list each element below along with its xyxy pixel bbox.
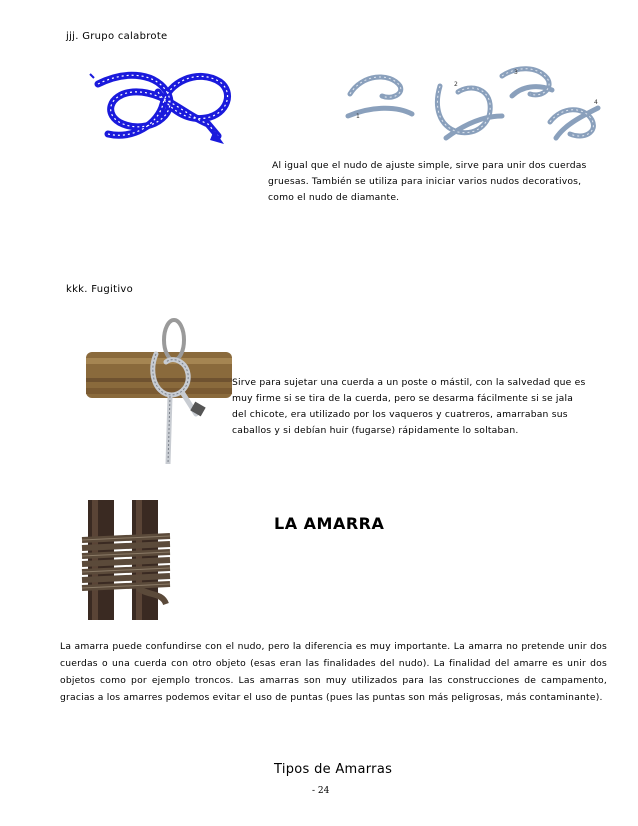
calabrote-description: [268, 158, 608, 206]
diagram-label-3: 3: [514, 69, 518, 76]
calabrote-blue-knot-image: [88, 64, 238, 148]
tipos-de-amarras-heading: Tipos de Amarras: [274, 762, 393, 777]
fugitivo-description: [232, 375, 608, 439]
calabrote-description-line: Al igual que el nudo de ajuste simple, sirve para unir dos cuerdas: [272, 160, 587, 171]
fugitivo-knot-image: [86, 318, 232, 464]
diagram-label-2: 2: [454, 81, 458, 88]
section-heading-calabrote: jjj. Grupo calabrote: [66, 31, 168, 42]
fugitivo-description-line: Sirve para sujetar una cuerda a un poste o mástil, con la salvedad que es: [232, 377, 586, 388]
section-heading-fugitivo: kkk. Fugitivo: [66, 284, 134, 295]
fugitivo-description-line: del chicote, era utilizado por los vaqueros y cuatreros, amarraban sus: [232, 409, 568, 420]
calabrote-steps-diagram: [342, 56, 610, 146]
fugitivo-description-line: muy firme si se tira de la cuerda, pero se desarma fácilmente si se jala: [232, 393, 574, 404]
diagram-label-4: 4: [594, 99, 598, 106]
amarra-lashing-image: [78, 500, 174, 620]
calabrote-description-line: gruesas. También se utiliza para iniciar varios nudos decorativos,: [268, 176, 582, 187]
diagram-label-1: 1: [356, 113, 360, 120]
page-number: - 24: [312, 786, 330, 796]
calabrote-description-line: como el nudo de diamante.: [268, 192, 400, 203]
fugitivo-description-line: caballos y si debían huir (fugarse) rápidamente lo soltaban.: [232, 425, 519, 436]
amarra-title: LA AMARRA: [274, 514, 385, 533]
amarra-paragraph: La amarra puede confundirse con el nudo, pero la diferencia es muy importante. La amarra no pretende unir dos cuerdas o una cuerda con otro objeto (esas eran las finalidades del nudo). La finalidad del amarre es unir dos objetos como por ejemplo troncos. Las amarras son muy utilizados para las construcciones de campamento, gracias a los amarres podemos evitar el uso de puntas (pues las puntas son más peligrosas, más contaminante).: [60, 641, 607, 703]
